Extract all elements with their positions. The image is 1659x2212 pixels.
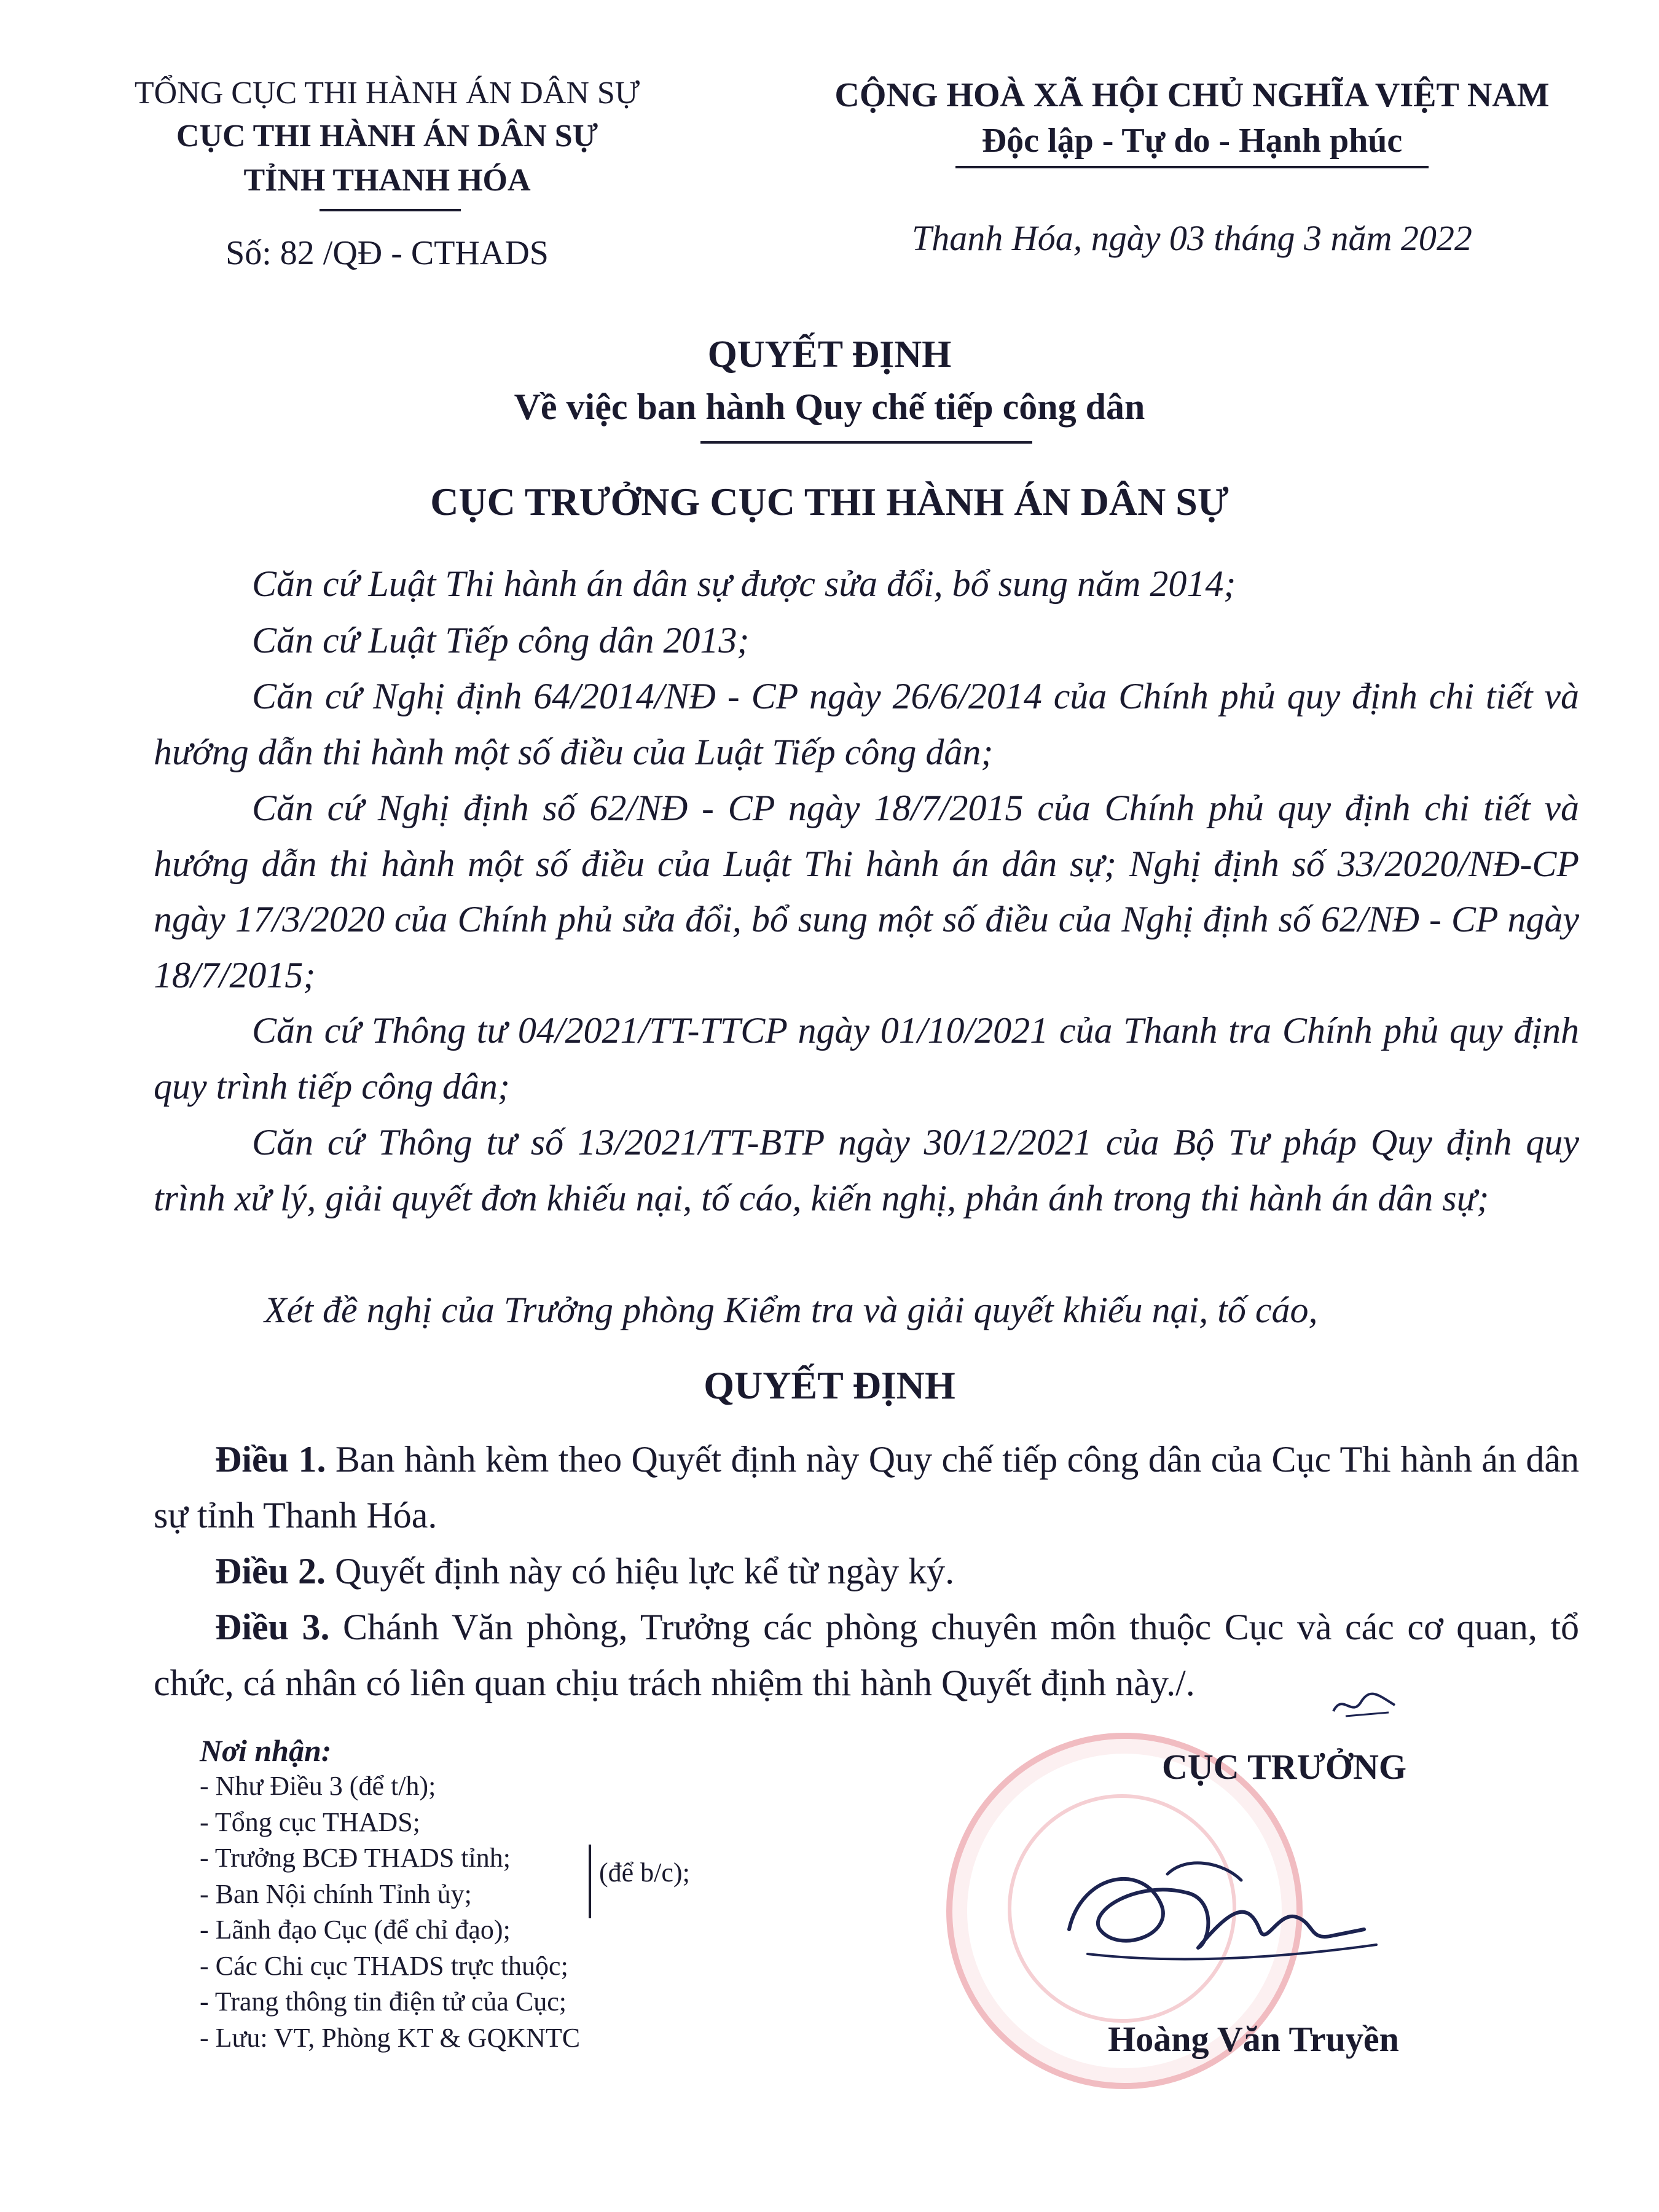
basis-paragraph-3: Căn cứ Nghị định 64/2014/NĐ - CP ngày 26/6/2014 của Chính phủ quy định chi tiết và hướng dẫn thi hành một số điều của Luật Tiếp công dân; <box>154 676 1579 772</box>
document-subject: Về việc ban hành Quy chế tiếp công dân <box>514 386 1145 427</box>
signer-title: CỤC TRƯỞNG <box>1162 1747 1406 1787</box>
recipients-title: Nơi nhận: <box>200 1733 332 1768</box>
article-2-label: Điều 2. <box>215 1551 326 1591</box>
basis-paragraph-1: Căn cứ Luật Thi hành án dân sự được sửa đổi, bổ sung năm 2014; <box>252 563 1236 604</box>
document-title: QUYẾT ĐỊNH <box>707 334 952 375</box>
recipient-bracket <box>589 1845 591 1918</box>
initials-mark <box>1327 1681 1401 1724</box>
recipient-item: - Tổng cục THADS; <box>200 1806 420 1837</box>
basis-paragraph-5: Căn cứ Thông tư 04/2021/TT-TTCP ngày 01/10/2021 của Thanh tra Chính phủ quy định quy trình tiếp công dân; <box>154 1010 1579 1107</box>
recipient-item: - Trưởng BCĐ THADS tỉnh; <box>200 1843 511 1873</box>
place-date: Thanh Hóa, ngày 03 tháng 3 năm 2022 <box>912 218 1472 258</box>
subject-underline <box>700 441 1032 444</box>
motto-underline <box>955 166 1429 168</box>
article-1 <box>154 1432 1579 1543</box>
basis-paragraph-2: Căn cứ Luật Tiếp công dân 2013; <box>252 620 750 661</box>
basis-paragraph-4: Căn cứ Nghị định số 62/NĐ - CP ngày 18/7/2015 của Chính phủ quy định chi tiết và hướng dẫn thi hành một số điều của Luật Thi hành án dân sự; Nghị định số 33/2020/NĐ-CP ngày 17/3/2020 của Chính phủ sửa đổi, bổ sung một số điều của Nghị định số 62/NĐ - CP ngày 18/7/2015; <box>154 788 1579 995</box>
issuing-authority: CỤC TRƯỞNG CỤC THI HÀNH ÁN DÂN SỰ <box>430 480 1229 524</box>
article-3-text: Chánh Văn phòng, Trưởng các phòng chuyên môn thuộc Cục và các cơ quan, tổ chức, cá nhân có liên quan chịu trách nhiệm thi hành Quyết định này./. <box>154 1607 1580 1703</box>
recipient-item: - Ban Nội chính Tỉnh ủy; <box>200 1878 472 1909</box>
recipient-item: - Như Điều 3 (để t/h); <box>200 1771 436 1801</box>
document-number: Số: 82 /QĐ - CTHADS <box>226 234 549 272</box>
motto: Độc lập - Tự do - Hạnh phúc <box>981 122 1403 160</box>
header-left-rule <box>320 209 461 211</box>
basis-proposal: Xét đề nghị của Trưởng phòng Kiểm tra và giải quyết khiếu nại, tố cáo, <box>264 1290 1318 1330</box>
recipient-item: - Lãnh đạo Cục (để chỉ đạo); <box>200 1915 511 1945</box>
article-1-text: Ban hành kèm theo Quyết định này Quy chế tiếp công dân của Cục Thi hành án dân sự tỉnh Thanh Hóa. <box>154 1439 1579 1535</box>
recipient-item: - Các Chi cục THADS trực thuộc; <box>200 1950 568 1981</box>
recipient-item: - Trang thông tin điện tử của Cục; <box>200 1986 567 2017</box>
article-2 <box>154 1543 1579 1599</box>
handwritten-signature <box>1045 1837 1389 1979</box>
agency-province: TỈNH THANH HÓA <box>243 163 531 198</box>
article-2-text: Quyết định này có hiệu lực kể từ ngày ký. <box>326 1551 955 1591</box>
agency-name: CỤC THI HÀNH ÁN DÂN SỰ <box>176 119 598 154</box>
recipient-item: - Lưu: VT, Phòng KT & GQKNTC <box>200 2022 581 2053</box>
agency-parent: TỔNG CỤC THI HÀNH ÁN DÂN SỰ <box>134 76 640 111</box>
recipient-bracket-note: (để b/c); <box>599 1857 690 1888</box>
article-1-label: Điều 1. <box>215 1439 326 1480</box>
country-name: CỘNG HOÀ XÃ HỘI CHỦ NGHĨA VIỆT NAM <box>834 76 1550 114</box>
recipients-block <box>200 1733 753 2056</box>
basis-paragraph-6: Căn cứ Thông tư số 13/2021/TT-BTP ngày 30/12/2021 của Bộ Tư pháp Quy định quy trình xử lý, giải quyết đơn khiếu nại, tố cáo, kiến nghị, phản ánh trong thi hành án dân sự; <box>154 1122 1579 1218</box>
signer-name: Hoàng Văn Truyền <box>1108 2019 1399 2059</box>
decision-heading: QUYẾT ĐỊNH <box>704 1363 955 1407</box>
article-3-label: Điều 3. <box>215 1607 330 1647</box>
